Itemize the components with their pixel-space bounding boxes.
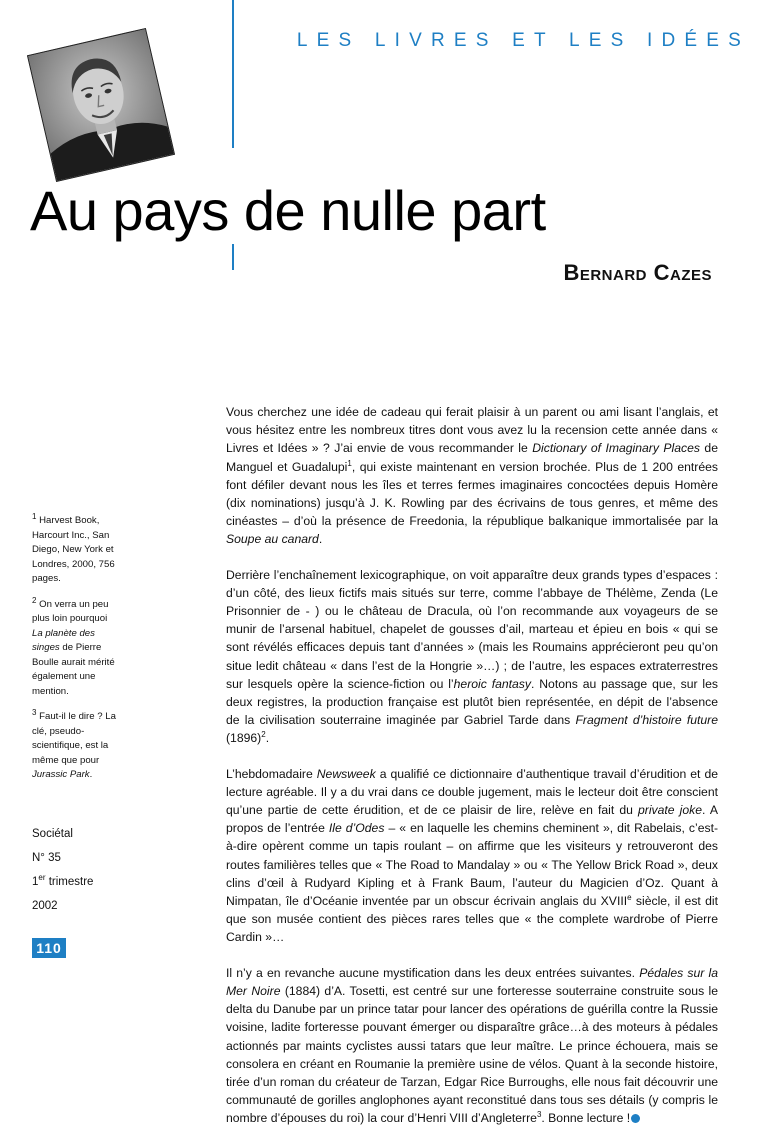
footnote: $^1$ Harvest Book, Harcourt Inc., San Diego, New York et Londres, 2000, 756 pages. <box>32 511 115 584</box>
footnote: $^2$ On verra un peu plus loin pourquoi La planète des singes de Pierre Boulle aurait mérité également une mention. <box>32 595 115 697</box>
article-body <box>226 403 718 1128</box>
author-name: Bernard Cazes <box>563 260 712 285</box>
footnote: $^3$ Faut-il le dire ? La clé, pseudo-scientifique, est la même que pour Jurassic Park. <box>32 707 116 780</box>
header-divider-line <box>232 0 234 148</box>
paragraph: Derrière l’enchaînement lexicographique, on voit apparaître deux grands types d’espaces : d’un côté, des lieux fictifs mais situés sur terre, comme l’abbaye de Thélème, Zenda (Le Prisonnier de - ) ou le château de Dracula, où l’on recommande aux voyageurs de se munir de l’arsenal habituel, chapelet de gousses d’ail, marteau et épieu en bois « qui se sont révélés efficaces depuis tant d’années » (mais les Roumains apprécieront peu qu’on situe ledit château « dans l’est de la Hongrie »…) ; de l’autre, les espaces extraterrestres sur lesquels opère la science-fiction ou l’heroic fantasy. Notons au passage que, sur les deux registres, la production française est plutôt bien représentée, en dépit de l’absence de la civilisation souterraine imaginée par Gabriel Tarde dans Fragment d’histoire future $(1896)^2$. <box>226 567 719 746</box>
paragraph: L’hebdomadaire Newsweek a qualifié ce dictionnaire d’authentique travail d’érudition et de lecture agréable. Il y a du vrai dans ce double jugement, mais le lecteur doit être conscient qu’une partie de cette érudition, et de ce plaisir de lire, relève en fait du private joke. A propos de l’entrée Ile d’Odes – « en laquelle les chemins cheminent », dit Rabelais, c’est-à-dire opèrent comme un tapis roulant – on affirme que les visiteurs y retrouveront des routes familières telles que « The Road to Mandalay » ou « The Yellow Brick Road », deux clins d’œil à Rudyard Kipling et à Frank Baum, l’auteur du Magicien d’Oz. Quant à Nimpatan, île d’Océanie inventée par un obscur écrivain anglais du XVIIIe siècle, il est dit que son musée contient des pièces rares telles que « the complete wardrobe of Pierre Cardin »… <box>226 766 719 945</box>
paragraph: Il n’y a en revanche aucune mystification dans les deux entrées suivantes. Pédales sur la Mer Noire (1884) d’A. Tosetti, est centré sur une forteresse souterraine construite sous le delta du Danube par un prince tatar pour lancer des opérations de guérilla contre la Russie voisine, ladite forteresse pouvant émerger ou disparaître grâce…à des moteurs à pédales actionnés par maints cyclistes aussi tatars que leur maître. Le prince échouera, mais se consolera en créant en Roumanie la première usine de vélos. Quant à la seconde histoire, tirée d’un roman du créateur de Tarzan, Edgar Rice Burroughs, elle nous fait découvrir une communauté de gorilles anglophones ayant reconstitué dans tous ses détails (y compris le nombre d’épouses du roi) la cour d’Henri VIII d’Angleterre$^3$. Bonne lecture ! <box>226 965 719 1126</box>
issue-number: N° 35 <box>32 852 61 864</box>
end-of-article-dot-icon <box>631 1114 640 1123</box>
issue-quarter: 1er trimestre <box>32 873 94 888</box>
issue-year: 2002 <box>32 900 58 912</box>
page-number: 110 <box>32 938 66 958</box>
paragraph: Vous cherchez une idée de cadeau qui ferait plaisir à un parent ou ami lisant l’anglais, et vous hésitez entre les nombreux titres dont vous avez lu la recension cette année dans « Livres et Idées » ? J’ai envie de vous recommander le Dictionary of Imaginary Places de Manguel et Guadalupi$^1$, qui existe maintenant en version brochée. Plus de 1 200 entrées font défiler devant nous les îles et terres fermes imaginaires concoctées depuis Homère (dix nominations) jusqu’à J. K. Rowling par des écrivains de tous genres, et même des cinéastes – d’où la présence de Freedonia, la république balkanique immortalisée par la Soupe au canard. <box>226 405 718 547</box>
section-title: LES LIVRES ET LES IDÉES <box>296 30 750 51</box>
publication-info <box>32 828 142 924</box>
article-title: Au pays de nulle part <box>30 179 546 242</box>
title-divider-line <box>232 244 234 270</box>
journal-name: Sociétal <box>32 828 73 840</box>
author-photo <box>27 28 175 182</box>
footnotes <box>32 511 118 794</box>
